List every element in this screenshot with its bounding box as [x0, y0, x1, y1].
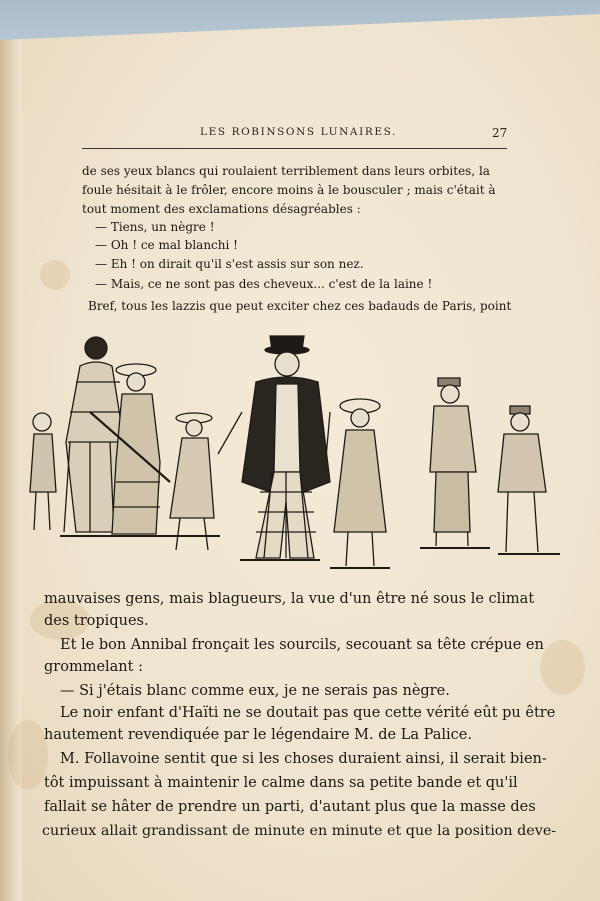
running-title: LES ROBINSONS LUNAIRES. — [200, 126, 397, 138]
foxing-stain — [540, 640, 585, 695]
text-line: — Mais, ce ne sont pas des cheveux... c'est de la laine ! — [95, 277, 433, 291]
text-line: — Tiens, un nègre ! — [95, 220, 215, 234]
text-line: hautement revendiquée par le légendaire M. de La Palice. — [44, 727, 472, 743]
text-line: Le noir enfant d'Haïti ne se doutait pas que cette vérité eût pu être — [60, 705, 556, 721]
text-line: foule hésitait à le frôler, encore moins à le bousculer ; mais c'était à — [82, 183, 496, 197]
text-line: Et le bon Annibal fronçait les sourcils, secouant sa tête crépue en — [60, 637, 544, 653]
page-number: 27 — [492, 126, 508, 140]
figure-boy-cap-left — [430, 378, 476, 546]
figure-girl-hat — [170, 413, 214, 550]
text-line: de ses yeux blancs qui roulaient terriblement dans leurs orbites, la — [82, 164, 490, 178]
text-line: mauvaises gens, mais blagueurs, la vue d'un être né sous le climat — [44, 591, 535, 607]
figure-man-top-hat — [218, 336, 330, 558]
figure-girl-bonnet — [334, 399, 386, 566]
text-line: tout moment des exclamations désagréables : — [82, 202, 361, 216]
text-line: — Oh ! ce mal blanchi ! — [95, 238, 238, 252]
background-sky — [0, 0, 600, 40]
engraving-illustration — [20, 322, 575, 584]
text-line: Bref, tous les lazzis que peut exciter chez ces badauds de Paris, point — [88, 299, 512, 313]
figure-boy-cap-right — [498, 406, 546, 552]
text-line: grommelant : — [44, 659, 143, 675]
text-line: curieux allait grandissant de minute en minute et que la position deve- — [42, 823, 557, 839]
foxing-stain — [40, 260, 70, 290]
text-line: fallait se hâter de prendre un parti, d'autant plus que la masse des — [44, 799, 536, 815]
page-header — [0, 126, 600, 146]
foxing-stain — [8, 720, 48, 790]
header-rule — [82, 148, 507, 149]
text-line: M. Follavoine sentit que si les choses duraient ainsi, il serait bien- — [60, 751, 547, 767]
text-line: — Eh ! on dirait qu'il s'est assis sur son nez. — [95, 257, 364, 271]
figure-child-small — [30, 413, 56, 530]
text-line: tôt impuissant à maintenir le calme dans sa petite bande et qu'il — [44, 775, 518, 791]
text-line: — Si j'étais blanc comme eux, je ne serais pas nègre. — [60, 683, 450, 699]
text-line: des tropiques. — [44, 613, 149, 629]
